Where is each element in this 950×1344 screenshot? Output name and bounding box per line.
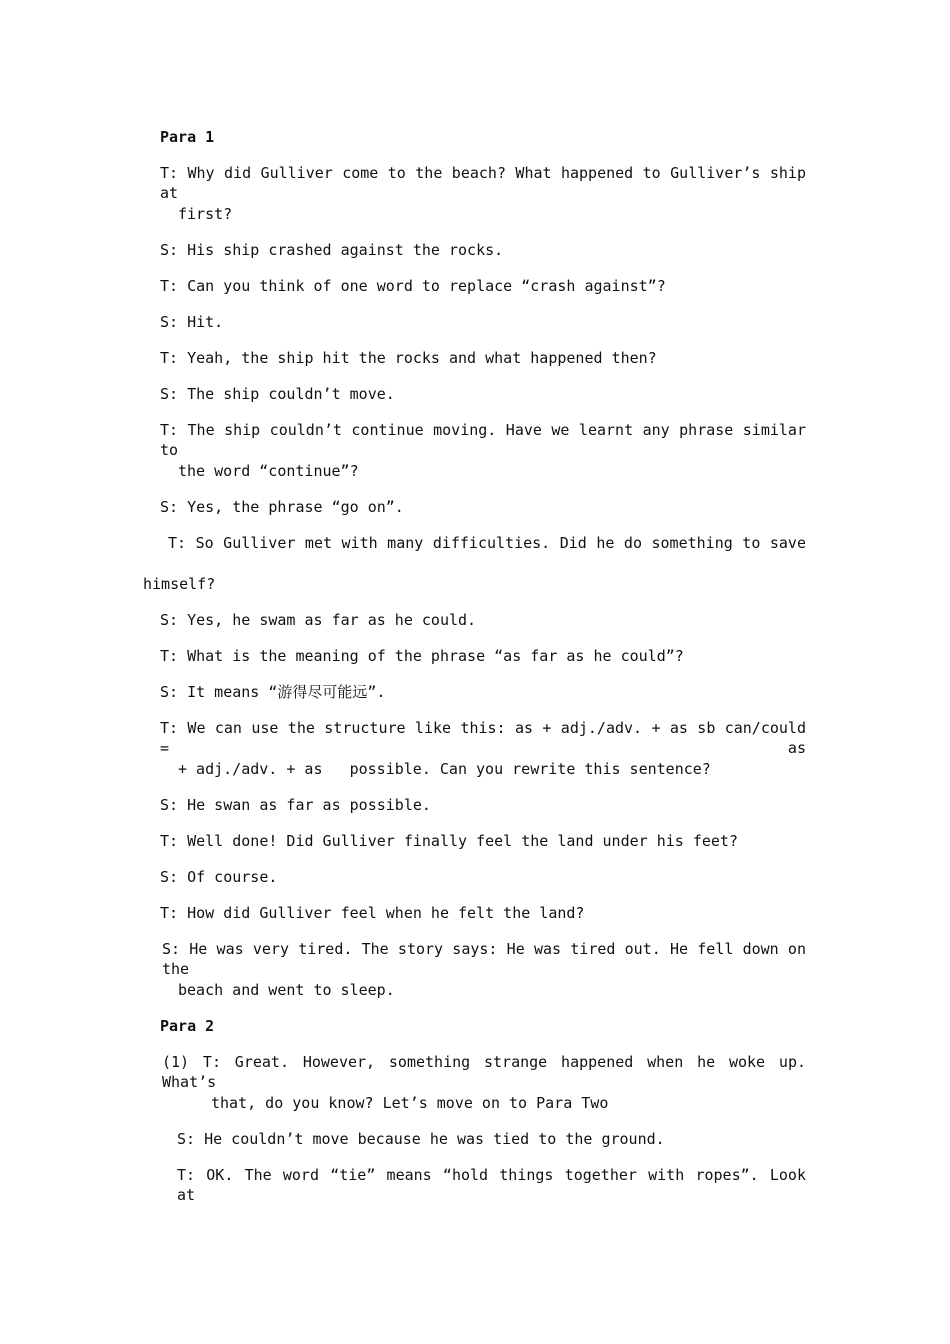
heading-para-2: Para 2 [160,1017,215,1035]
dialogue-line: T: Can you think of one word to replace “crash against”? [160,277,666,295]
heading-para-1: Para 1 [160,128,215,146]
dialogue-line: S: Hit. [160,313,224,331]
dialogue-line: S: He couldn’t move because he was tied to the ground. [177,1130,665,1148]
dialogue-line: the word “continue”? [178,462,359,480]
dialogue-line: S: Of course. [160,868,278,886]
dialogue-line: T: How did Gulliver feel when he felt the land? [160,904,585,922]
dialogue-line: T: Yeah, the ship hit the rocks and what happened then? [160,349,657,367]
dialogue-line: S: His ship crashed against the rocks. [160,241,504,259]
dialogue-line: T: What is the meaning of the phrase “as far as he could”? [160,647,684,665]
dialogue-line: S: He was very tired. The story says: He was tired out. He fell down on the [162,940,806,978]
dialogue-line: S: It means “游得尽可能远”. [160,683,386,701]
dialogue-line: T: Why did Gulliver come to the beach? What happened to Gulliver’s ship at [160,164,806,202]
dialogue-line: S: The ship couldn’t move. [160,385,395,403]
dialogue-line: S: He swan as far as possible. [160,796,431,814]
dialogue-line: T: OK. The word “tie” means “hold things together with ropes”. Look at [177,1166,806,1204]
dialogue-line: first? [178,205,233,223]
dialogue-line: T: We can use the structure like this: as + adj./adv. + as sb can/could = as [160,719,806,757]
dialogue-line: + adj./adv. + as possible. Can you rewrite this sentence? [178,760,711,778]
dialogue-line: T: The ship couldn’t continue moving. Have we learnt any phrase similar to [160,421,806,459]
dialogue-line: T: Well done! Did Gulliver finally feel the land under his feet? [160,832,738,850]
dialogue-line: S: Yes, he swam as far as he could. [160,611,477,629]
dialogue-line: that, do you know? Let’s move on to Para Two [211,1094,609,1112]
dialogue-line: beach and went to sleep. [178,981,395,999]
dialogue-line: (1) T: Great. However, something strange happened when he woke up. What’s [162,1053,806,1091]
dialogue-line: himself? [143,575,216,593]
dialogue-line: S: Yes, the phrase “go on”. [160,498,404,516]
dialogue-line: T: So Gulliver met with many difficulties. Did he do something to save [168,534,806,552]
